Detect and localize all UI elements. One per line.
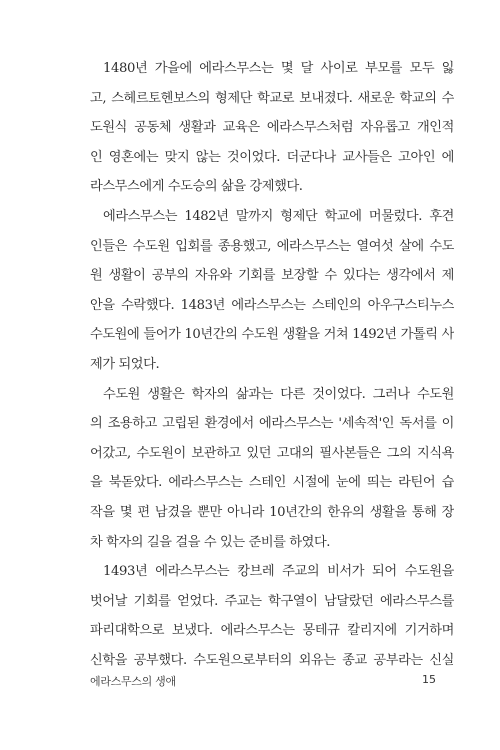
text-line: 인들은 수도원 입회를 종용했고, 에라스무스는 열여섯 살에 수도: [90, 238, 454, 254]
text-line: 1480년 가을에 에라스무스는 몇 달 사이로 부모를 모두 잃: [103, 61, 454, 76]
running-footer-title: 에라스무스의 생애: [90, 675, 176, 688]
text-line: 차 학자의 길을 걸을 수 있는 준비를 하였다.: [90, 534, 331, 550]
text-line: 을 북돋았다. 에라스무스는 스테인 시절에 눈에 띄는 라틴어 습: [90, 475, 454, 491]
text-line: 라스무스에게 수도승의 삶을 강제했다.: [90, 179, 303, 195]
body-text: [90, 54, 454, 675]
text-line: 고, 스헤르토헨보스의 형제단 학교로 보내졌다. 새로운 학교의 수: [90, 90, 454, 106]
text-line: 의 조용하고 고립된 환경에서 에라스무스는 '세속적'인 독서를 이: [90, 416, 454, 432]
text-line: 파리대학으로 보냈다. 에라스무스는 몽테규 칼리지에 기거하며: [90, 623, 454, 639]
text-line: 인 영혼에는 맞지 않는 것이었다. 더군다나 교사들은 고아인 에: [90, 149, 454, 165]
text-line: 제가 되었다.: [90, 356, 160, 372]
text-line: 에라스무스는 1482년 말까지 형제단 학교에 머물렀다. 후견: [103, 208, 454, 224]
text-line: 신학을 공부했다. 수도원으로부터의 외유는 종교 공부라는 신실: [90, 652, 454, 668]
text-line: 어갔고, 수도원이 보관하고 있던 고대의 필사본들은 그의 지식욕: [90, 445, 454, 461]
text-line: 1493년 에라스무스는 캉브레 주교의 비서가 되어 수도원을: [103, 564, 454, 580]
text-line: 작을 몇 편 남겼을 뿐만 아니라 10년간의 한유의 생활을 통해 장: [90, 504, 454, 520]
text-line: 원 생활이 공부의 자유와 기회를 보장할 수 있다는 생각에서 제: [90, 268, 454, 284]
text-line: 안을 수락했다. 1483년 에라스무스는 스테인의 아우구스티누스: [90, 297, 454, 313]
text-line: 수도원 생활은 학자의 삶과는 다른 것이었다. 그러나 수도원: [103, 386, 454, 402]
text-line: 도원식 공동체 생활과 교육은 에라스무스처럼 자유롭고 개인적: [90, 120, 454, 136]
page-number: 15: [422, 673, 436, 686]
text-line: 벗어날 기회를 얻었다. 주교는 학구열이 남달랐던 에라스무스를: [90, 593, 454, 609]
text-line: 수도원에 들어가 10년간의 수도원 생활을 거쳐 1492년 가톨릭 사: [90, 327, 454, 343]
